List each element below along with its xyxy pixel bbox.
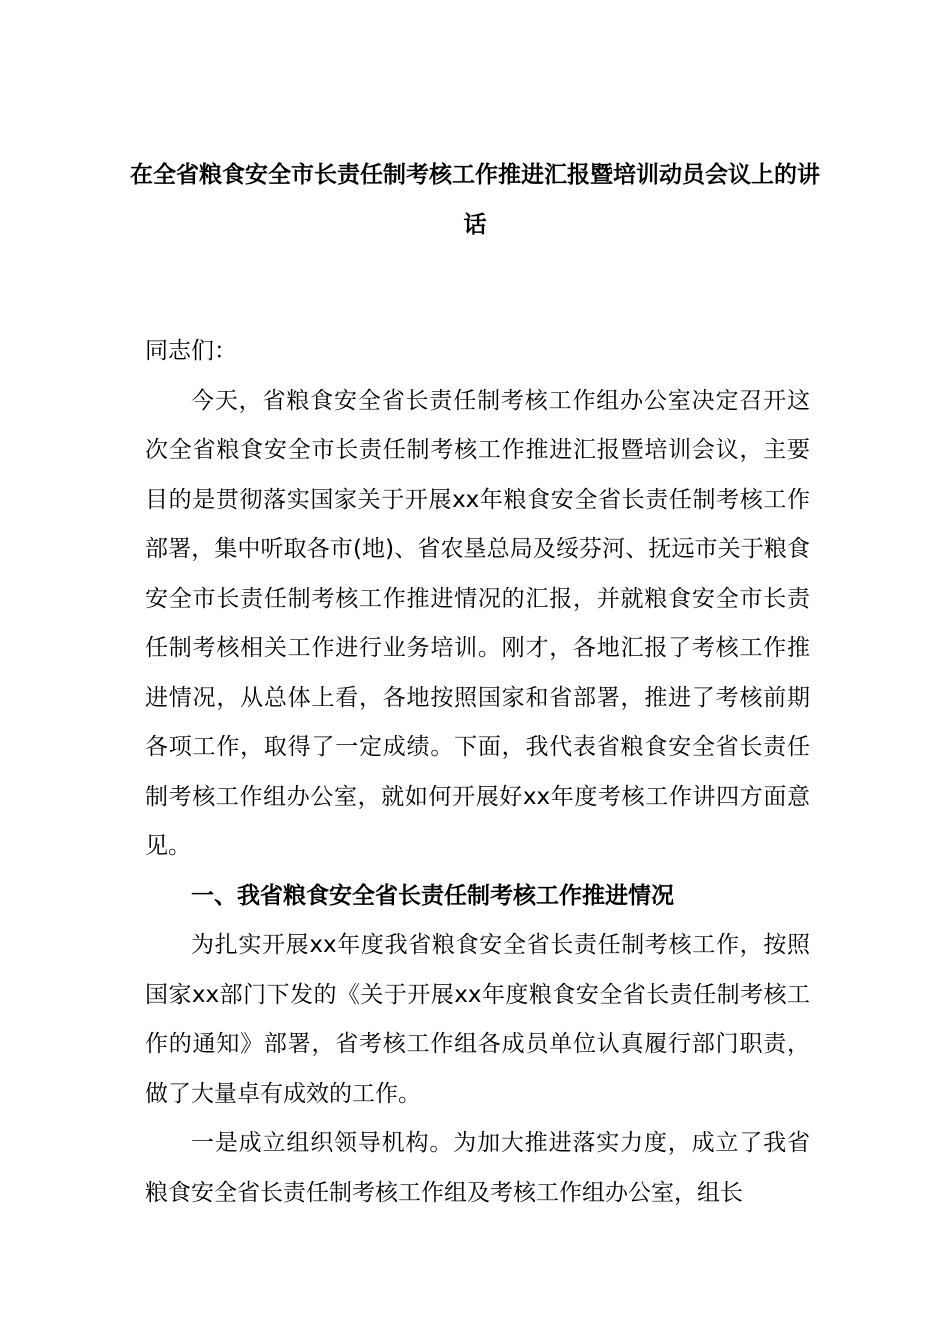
section-paragraph: 为扎实开展xx年度我省粮食安全省长责任制考核工作，按照国家xx部门下发的《关于开展xx年度粮食安全省长责任制考核工作的通知》部署，省考核工作组各成员单位认真履行部门职责，做了大量卓有成效的工作。 xyxy=(145,932,810,1107)
document-title: 在全省粮食安全市长责任制考核工作推进汇报暨培训动员会议上的讲话 xyxy=(130,162,820,238)
document-body xyxy=(145,327,810,1218)
intro-paragraph: 今天，省粮食安全省长责任制考核工作组办公室决定召开这次全省粮食安全市长责任制考核工作推进汇报暨培训会议，主要目的是贯彻落实国家关于开展xx年粮食安全省长责任制考核工作部署，集中听取各市(地)、省农垦总局及绥芬河、抚远市关于粮食安全市长责任制考核工作推进情况的汇报，并就粮食安全市长责任制考核相关工作进行业务培训。刚才，各地汇报了考核工作推进情况，从总体上看，各地按照国家和省部署，推进了考核前期各项工作，取得了一定成绩。下面，我代表省粮食安全省长责任制考核工作组办公室，就如何开展好xx年度考核工作讲四方面意见。 xyxy=(145,387,810,859)
section-paragraph: 一是成立组织领导机构。为加大推进落实力度，成立了我省粮食安全省长责任制考核工作组及考核工作组办公室，组长 xyxy=(145,1130,810,1206)
salutation: 同志们： xyxy=(145,338,237,364)
section-heading: 一、我省粮食安全省长责任制考核工作推进情况 xyxy=(191,882,674,909)
